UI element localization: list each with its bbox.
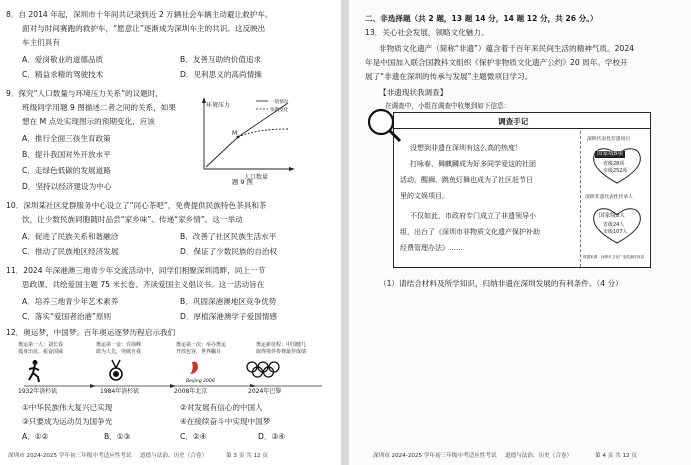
left-footer-page: 第 3 页 共 12 页 [226,453,268,459]
q12-milestone-3: 2008年北京 [174,388,208,395]
q11-line-2: 思政课、共绘爱国主题 75 米长卷、齐读爱国主义倡议书。这一活动旨在 [22,280,265,289]
q12-milestone-2: 1984年洛杉矶 [100,388,140,395]
exam-page-left [0,0,341,465]
q12-statement-3: ③只要成为运动员为国争光 [22,417,113,426]
notebook-line-3: 活动，醒狮、跳鱼灯舞也成为了社区赶节日 [400,176,533,184]
stat-national-inheritors: 国家级3人 [599,213,625,219]
q13-title: 13．关心社会发展，领略文化魅力。 [365,28,489,37]
q12-milestone-4: 2024年巴黎 [248,388,282,395]
stat-city-items: 市级252项 [603,168,628,174]
q9-line-3: 想在 M 点处实现图示的预期变化，应该 [22,117,155,126]
q12-statement-4: ④在接续奋斗中实现中国梦 [180,417,271,426]
left-footer-exam: 深圳市 2024-2025 学年初三年级中考适应性考试 [8,453,132,459]
notebook-line-5: 不仅如此，市政府专门成立了非遗领导小 [410,212,536,220]
q8-option-c[interactable]: C．精益求精的驾驶技术 [22,70,104,79]
q10-option-a[interactable]: A．促进了民族关系和谐融洽 [22,232,119,241]
q9-option-c[interactable]: C．走绿色低碳的发展道路 [22,166,111,175]
survey-notebook [393,112,651,268]
right-footer-subject: 道德与法治、历史（合卷） [505,453,573,459]
q10-option-b[interactable]: B．改善了社区民族生活水平 [180,232,277,241]
q10-option-c[interactable]: C．推动了民族地区经济发展 [22,247,119,256]
q12-caption-1: 奥运第一人：刘长春 孤身出征，振奋国威 [18,342,64,355]
q11-line-1: 11．2024 年深港澳三地青少年交流活动中，同学们相聚深圳湾畔，同上一节 [6,266,266,275]
runner-icon [29,360,39,382]
stats-header-items: 深圳代表性非遗项目 [587,137,631,142]
q9-option-d[interactable]: D．坚持以经济建设为中心 [22,182,112,191]
stat-national-items: 国家级8项 [597,151,623,157]
notebook-line-1: 没想到非遗在深圳有这么高的热度！ [410,144,522,152]
q11-option-c[interactable]: C．落实“爱国者治港”原则 [22,312,112,321]
q8-option-d[interactable]: D．见利思义的高尚情操 [180,70,262,79]
q12-caption-3: 奥运第一次：举办奥运 开放包容，世界瞩目 [176,342,227,355]
q8-option-b[interactable]: B．友善互助的价值追求 [180,55,262,64]
q9-x-axis-label: 人口数量 [244,174,269,181]
notebook-title-bar [394,113,650,129]
q8-option-a[interactable]: A．爱岗敬业的道德品质 [22,55,104,64]
q8-line-2: 面对与时间赛跑的救护车，“愿意让”逐渐成为深圳车主的共识。这反映出 [22,24,266,33]
notebook-title: 调查手记 [498,117,529,126]
q10-line-2: 饮，让少数民族同胞随时品尝“家乡味”、传递“家乡情”。这一举动 [22,215,243,224]
q13-intro-2: 年是中国加入联合国教科文组织《保护非物质文化遗产公约》20 周年。学校开 [365,58,628,67]
q9-legend-expected: 预期变化 [270,108,289,113]
q13-sub-intro: 在调查中，小组在调查中收集到如下信息： [385,102,511,110]
notebook-line-6: 组，出台了《深圳市非物质文化遗产保护补助 [400,228,540,236]
q12-caption-4: 奥运新征程：中国健儿 取得境外参赛最佳成绩 [256,342,307,355]
q9-line-2: 班级同学用题 9 图描述二者之间的关系，如果 [22,103,176,112]
q11-option-a[interactable]: A．培养三地青少年艺术素养 [22,297,119,306]
q9-legend-general: 一般情况 [270,100,289,105]
q9-figure [196,93,296,183]
beijing-logo-text: Beijing 2008 [186,379,215,384]
q13-intro-3: 展了“非遗在深圳的传承与发展”主题微项目学习。 [365,72,533,81]
stat-provincial-items: 省级28项 [603,161,625,167]
notebook-line-2: 打咏春、舞麒麟成为好多同学爱这的社团 [410,160,536,168]
q11-option-b[interactable]: B．巩固深港澳地区竞争优势 [180,297,277,306]
stat-city-inheritors: 市级107人 [603,229,628,235]
q10-option-d[interactable]: D．保证了少数民族的自治权 [180,247,277,256]
beijing-2008-logo-icon [186,362,215,384]
stats-header-inheritors: 深圳非遗代表性传承人 [585,195,633,200]
q12-title: 12．奥运梦，中国梦。百年奥运逐梦历程启示我们 [6,328,176,337]
q12-milestone-1: 1932年洛杉矶 [18,388,58,395]
q12-option-b[interactable]: B．①③ [104,432,131,441]
q9-option-a[interactable]: A．推行全面三孩生育政策 [22,134,111,143]
q12-statement-1: ①中华民族伟大复兴已实现 [22,403,113,412]
q12-option-c[interactable]: C．②④ [180,432,207,441]
stats-source: 数据来源：深圳市文化广电旅游体育局 [583,255,645,259]
section-title: 二、非选择题（共 2 题，13 题 14 分，14 题 12 分，共 26 分。） [365,14,598,23]
q10-line-1: 10．深圳某社区党群服务中心设立了“同心茶吧”，免费提供民族特色茶具和茶 [6,201,267,210]
q9-line-expected [238,129,288,137]
q9-figure-caption: 题 9 图 [232,178,253,186]
q8-line-3: 车主们具有 [22,38,60,47]
q12-statement-2: ②对发展有信心的中国人 [180,403,263,412]
q13-intro-1: 非物质文化遗产（简称“非遗”）蕴含着千百年来民间生活的精神气质。2024 [379,44,635,53]
q11-option-d[interactable]: D．厚植深港澳学子爱国情感 [180,312,277,321]
magnifier-icon [364,105,402,143]
stats-panel [580,131,650,267]
right-footer-page: 第 4 页 共 12 页 [595,453,637,459]
q13-question-1: （1）请结合材料及所学知识，归纳非遗在深圳发展的有利条件。（4 分） [379,279,623,288]
q9-option-b[interactable]: B．提升我国对外开放水平 [22,150,111,159]
medal-icon [110,360,122,380]
left-footer-subject: 道德与法治、历史（合卷） [140,453,208,459]
notebook-line-7: 经费管理办法》…… [400,244,463,252]
olympic-rings-icon [247,362,279,377]
q12-caption-2: 奥运第一金：许海峰 敢为人先，突破自我 [96,342,142,355]
right-footer-exam: 深圳市 2024-2025 学年初三年级中考适应性考试 [373,453,497,459]
q12-option-d[interactable]: D．③④ [258,432,286,441]
q13-sub-heading: 【非遗现状我调查】 [379,88,448,97]
q12-option-a[interactable]: A．①② [22,432,49,441]
q8-line-1: 8．自 2014 年起，深圳市十年间共记录到近 2 万辆社会车辆主动避让救护车。 [6,10,273,19]
q9-y-axis-label: 环境压力 [206,102,231,109]
notebook-line-4: 里的文娱项目。 [400,192,449,200]
stat-provincial-inheritors: 省级24人 [603,222,625,228]
q9-line-1: 9．探究“人口数量与环境压力关系”的议题时， [6,89,163,98]
exam-page-right [349,0,691,465]
q9-point-m: M [232,130,238,137]
